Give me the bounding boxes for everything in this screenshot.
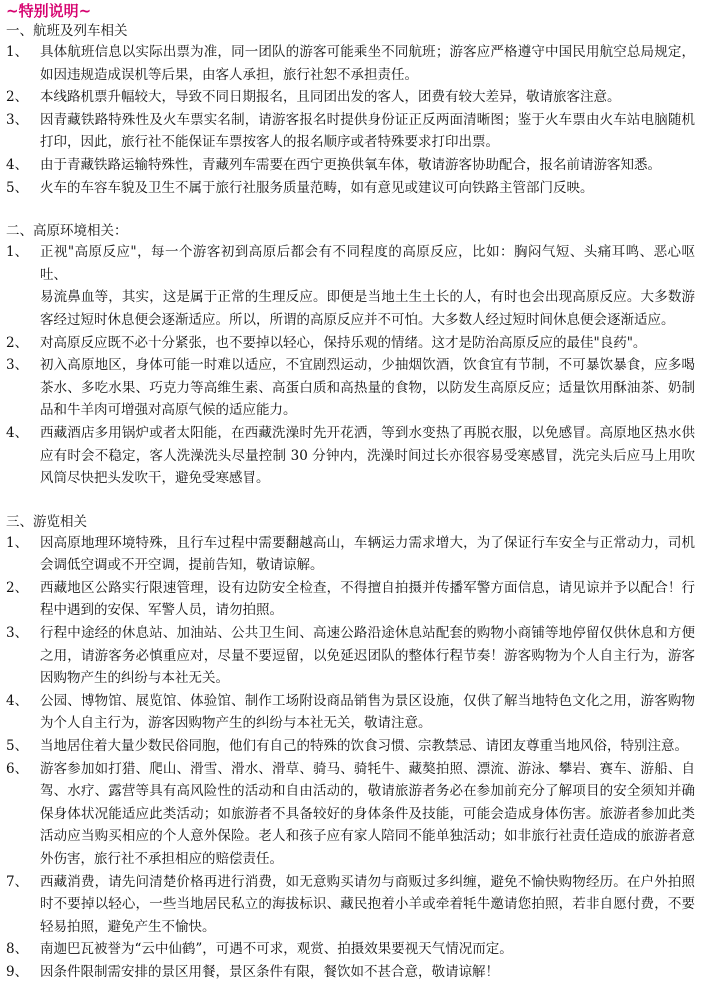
item-text: 西藏酒店多用锅炉或者太阳能，在西藏洗澡时先开花洒，等到水变热了再脱衣服，以免感冒。高原地区热水供应有时会不稳定，客人洗澡洗头尽量控制 30 分钟内，洗澡时间过长亦很容易受寒感冒，洗完头后应马上用吹风筒尽快把头发吹干，避免受寒感冒。 [40,424,695,487]
item-number: 4、 [6,156,29,173]
item-number: 3、 [6,111,29,128]
item-number: 2、 [6,334,29,351]
section-sightseeing [6,512,695,984]
item-text: 正视"高原反应"，每一个游客初到高原后都会有不同程度的高原反应，比如：胸闷气短、头痛耳鸣、恶心呕吐、 [40,244,695,283]
list-item [6,109,695,154]
item-number: 4、 [6,692,29,709]
list-item [6,622,695,690]
item-text: 对高原反应既不必十分紧张，也不要掉以轻心，保持乐观的情绪。这才是防治高原反应的最佳"良药"。 [40,334,647,351]
item-number: 6、 [6,760,29,777]
item-number: 1、 [6,44,29,60]
list-item [6,690,695,735]
item-number: 4、 [6,424,29,441]
section-heading: 三、游览相关 [6,513,87,530]
item-text: 当地居住着大量少数民俗同胞，他们有自己的特殊的饮食习惯、宗教禁忌、请团友尊重当地风俗，特别注意。 [40,738,688,755]
list-item [6,735,695,758]
list-item [6,961,695,984]
list-item [6,938,695,961]
section-heading: 一、航班及列车相关 [6,23,128,39]
item-text: 具体航班信息以实际出票为准，同一团队的游客可能乘坐不同航班；游客应严格遵守中国民用航空总局规定，如因违规造成误机等后果，由客人承担，旅行社恕不承担责任。 [40,44,695,83]
list-item [6,332,695,355]
item-number: 2、 [6,89,29,106]
list-item-continuation [6,286,695,331]
list-item [6,577,695,622]
item-number: 5、 [6,179,29,196]
list-item [6,532,695,577]
item-text: 易流鼻血等，其实，这是属于正常的生理反应。即便是当地土生土长的人，有时也会出现高原反应。大多数游客经过短时休息便会逐渐适应。所以，所谓的高原反应并不可怕。大多数人经过短时间休息便会逐渐适应。 [40,289,695,328]
list-item [6,758,695,871]
item-number: 1、 [6,244,29,261]
item-text: 因条件限制需安排的景区用餐，景区条件有限，餐饮如不甚合意，敬请谅解！ [40,963,499,980]
item-number: 3、 [6,625,29,642]
item-number: 3、 [6,357,29,374]
list-item [6,177,695,200]
page-title: ~特别说明~ [6,2,92,20]
section-spacer [6,199,695,221]
list-item [6,154,695,177]
section-heading: 二、高原环境相关： [6,223,128,240]
item-text: 公园、博物馆、展览馆、体验馆、制作工场附设商品销售为景区设施，仅供了解当地特色文化之用，游客购物为个人自主行为，游客因购物产生的纠纷与本社无关，敬请注意。 [40,692,695,732]
section-altitude [6,221,695,490]
item-number: 1、 [6,534,29,551]
list-item [6,354,695,422]
item-text: 南迦巴瓦被誉为“云中仙鹤”，可遇不可求，观赏、拍摄效果要视天气情况而定。 [40,941,513,958]
item-number: 5、 [6,738,29,755]
item-number: 7、 [6,873,29,890]
item-text: 初入高原地区，身体可能一时难以适应，不宜剧烈运动，少抽烟饮酒，饮食宜有节制，不可暴饮暴食，应多喝茶水、多吃水果、巧克力等高维生素、高蛋白质和高热量的食物，以防发生高原反应；适量饮用酥油茶、奶制品和牛羊肉可增强对高原气候的适应能力。 [40,357,695,419]
item-text: 西藏地区公路实行限速管理，设有边防安全检查，不得擅自拍摄并传播军警方面信息，请见谅并予以配合！行程中遇到的安保、军警人员，请勿拍照。 [40,579,695,619]
item-text: 由于青藏铁路运输特殊性，青藏列车需要在西宁更换供氧车体，敬请游客协助配合，报名前请游客知悉。 [40,156,661,173]
item-text: 火车的车容车貌及卫生不属于旅行社服务质量范畴，如有意见或建议可向铁路主管部门反映。 [40,179,594,196]
list-item [6,86,695,109]
item-text: 游客参加如打猎、爬山、滑雪、滑水、滑草、骑马、骑牦牛、藏獒拍照、漂流、游泳、攀岩、赛车、游船、自驾、水疗、露营等具有高风险性的活动和自由活动的，敬请旅游者务必在参加前充分了解项目的安全须知并确保身体状况能适应此类活动；如旅游者不具备较好的身体条件及技能，可能会造成身体伤害。旅游者参加此类活动应当购买相应的个人意外保险。老人和孩子应有家人陪同不能单独活动；如非旅行社责任造成的旅游者意外伤害，旅行社不承担相应的赔偿责任。 [40,760,695,867]
item-text: 因青藏铁路特殊性及火车票实名制，请游客报名时提供身份证正反两面清晰图；鉴于火车票由火车站电脑随机打印，因此，旅行社不能保证车票按客人的报名顺序或者特殊要求打印出票。 [40,111,695,151]
item-text: 行程中途经的休息站、加油站、公共卫生间、高速公路沿途休息站配套的购物小商铺等地停留仅供休息和方便之用，请游客务必慎重应对，尽量不要逗留，以免延迟团队的整体行程节奏！游客购物为个人自主行为，游客因购物产生的纠纷与本社无关。 [40,625,695,687]
item-number: 8、 [6,941,29,958]
item-text: 西藏消费，请先问清楚价格再进行消费，如无意购买请勿与商贩过多纠缠，避免不愉快购物经历。在户外拍照时不要掉以轻心，一些当地居民私立的海拔标识、藏民抱着小羊或牵着牦牛邀请您拍照，若非自愿付费，不要轻易拍照，避免产生不愉快。 [40,873,695,935]
item-number: 2、 [6,579,29,596]
list-item [6,871,695,939]
item-number: 9、 [6,963,29,980]
section-transport [6,21,695,199]
item-text: 本线路机票升幅较大，导致不同日期报名，且同团出发的客人，团费有较大差异，敬请旅客注意。 [40,89,621,106]
item-text: 因高原地理环境特殊，且行车过程中需要翻越高山，车辆运力需求增大，为了保证行车安全与正常动力，司机会调低空调或不开空调，提前告知，敬请谅解。 [40,534,695,574]
section-spacer [6,490,695,512]
list-item [6,422,695,490]
list-item [6,41,695,86]
list-item [6,241,695,286]
